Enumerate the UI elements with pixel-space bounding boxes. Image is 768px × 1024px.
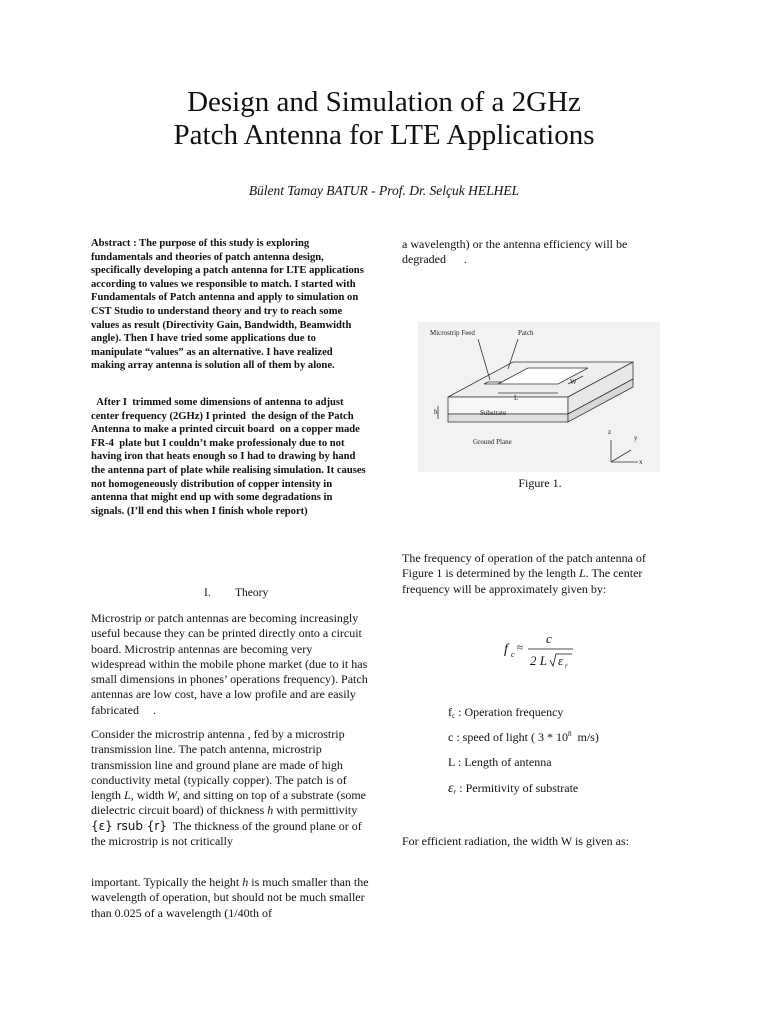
axis-label-x: x xyxy=(639,458,643,466)
abstract-paragraph-2: After I trimmed some dimensions of antenna to adjust center frequency (2GHz) I printed the design of the Patch Antenna to make a printed circuit board on a copper made FR-4 plate but I couldn’t make professionaly due to not having iron that heats enough so I had to drawing by hand the antenna part of plate while realising simulation. It causes not homogeneously distribution of copper intensity in antenna that might end up with some degradations in signals. (I’ll end this when I finish whole report) xyxy=(91,397,369,517)
var-l: L xyxy=(578,566,586,581)
formula-denominator: 2 L xyxy=(530,653,547,668)
abstract-paragraph-1: Abstract : The purpose of this study is exploring fundamentals and theories of patch antenna design, specifically developing a patch antenna for LTE applications according to values we responsible to match. I started with Fundamentals of Patch antenna and apply to simulation on CST Studio to understand theory and try to reach some values as result (Directivity Gain, Bandwidth, Beamwidth angle). Then I have tried some applications due to manipulate “values” as an alternative. I have realized making array antenna is solution all of them by alone. xyxy=(91,238,364,372)
axis-label-z: z xyxy=(608,428,612,436)
formula-lhs: f xyxy=(504,642,508,657)
section-title: Theory xyxy=(235,587,269,599)
figure-label-w: W xyxy=(570,378,577,386)
text-run: important. Typically the height xyxy=(91,875,243,889)
formula-lhs-sub: c xyxy=(511,650,515,659)
definition-c xyxy=(448,730,599,745)
paper-title xyxy=(0,86,768,152)
figure-caption: Figure 1. xyxy=(518,476,562,490)
figure-label-h: h xyxy=(434,408,438,416)
paragraph-tail: . xyxy=(463,252,467,267)
authors: Bülent Tamay BATUR - Prof. Dr. Selçuk HELHEL xyxy=(248,183,520,198)
unit-text: m/s) xyxy=(571,730,599,744)
formula-numerator: c xyxy=(546,631,552,646)
text-run: , and sitting on top of a substrate (some dielectric circuit board) of thickness xyxy=(91,788,367,818)
figure-label-ground-plane: Ground Plane xyxy=(473,438,512,446)
text-run: a wavelength) or the antenna efficiency will be degraded xyxy=(402,237,628,267)
definition-eps xyxy=(448,781,578,797)
body-paragraph-2 xyxy=(91,727,369,849)
text-run: is much smaller than the wavelength of operation, but should not be much smaller than 0.025 of a wavelength (1/40th of xyxy=(91,875,369,920)
text-run: The thickness of the ground plane or of the microstrip is not critically xyxy=(91,818,365,849)
body-paragraph-1 xyxy=(91,611,369,718)
var-w: W xyxy=(167,788,178,803)
text-run: The frequency of operation of the patch antenna of Figure 1 is determined by the length xyxy=(402,551,646,581)
title-line-1: Design and Simulation of a 2GHz xyxy=(187,86,581,118)
symbol-sub: c xyxy=(452,712,456,720)
section-number: I. xyxy=(204,587,211,599)
figure-label-microstrip-feed: Microstrip Feed xyxy=(430,329,475,337)
patch-antenna-figure xyxy=(418,322,660,472)
text-run: . The center frequency will be approximately given by: xyxy=(402,566,643,596)
text-run: , width xyxy=(130,788,168,803)
symbol-sub: r xyxy=(453,788,457,796)
symbol: f xyxy=(448,705,452,719)
var-h: h xyxy=(267,803,274,818)
var-l: L xyxy=(124,788,131,803)
right-paragraph-1 xyxy=(402,551,672,597)
formula-radicand: ε xyxy=(558,653,564,668)
var-h: h xyxy=(242,875,249,889)
axis-label-y: y xyxy=(634,434,638,442)
definition-text: : Permitivity of substrate xyxy=(456,781,579,795)
formula-approx: ≈ xyxy=(517,642,524,654)
permittivity-symbol: {ε} rsub {r} xyxy=(91,818,167,833)
right-paragraph-0 xyxy=(402,237,660,268)
title-line-2: Patch Antenna for LTE Applications xyxy=(173,119,595,151)
figure-label-substrate: Substrate xyxy=(480,409,507,417)
symbol: ε xyxy=(448,781,454,796)
body-paragraph-3 xyxy=(91,875,369,921)
figure-label-patch: Patch xyxy=(518,329,534,337)
definition-text: c : speed of light ( 3 * 10 xyxy=(448,730,568,744)
figure-label-l: L xyxy=(514,394,519,402)
definition-l: L : Length of antenna xyxy=(448,755,552,769)
definition-fc xyxy=(448,705,563,720)
center-frequency-formula xyxy=(500,627,590,677)
paragraph-tail: . xyxy=(152,702,156,717)
formula-radicand-sub: r xyxy=(565,662,568,670)
exponent: 8 xyxy=(567,730,572,738)
paragraph-text: Microstrip or patch antennas are becoming increasingly useful because they can be printed directly onto a circuit board. Microstrip antennas are becoming very widespread within the mobile phone market (due to it has small dimensions in phones’ operations frequency). Patch antennas are low cost, have a low profile and are easily fabricated xyxy=(91,611,368,717)
right-paragraph-2: For efficient radiation, the width W is given as: xyxy=(402,834,629,848)
definition-text: : Operation frequency xyxy=(455,705,564,719)
text-run: Consider the microstrip antenna , fed by a microstrip transmission line. The patch antenna, microstrip transmission line and ground plane are made of high conductivity metal (typically copper). The patch is of length xyxy=(91,727,347,803)
text-run: with permittivity xyxy=(273,803,364,818)
